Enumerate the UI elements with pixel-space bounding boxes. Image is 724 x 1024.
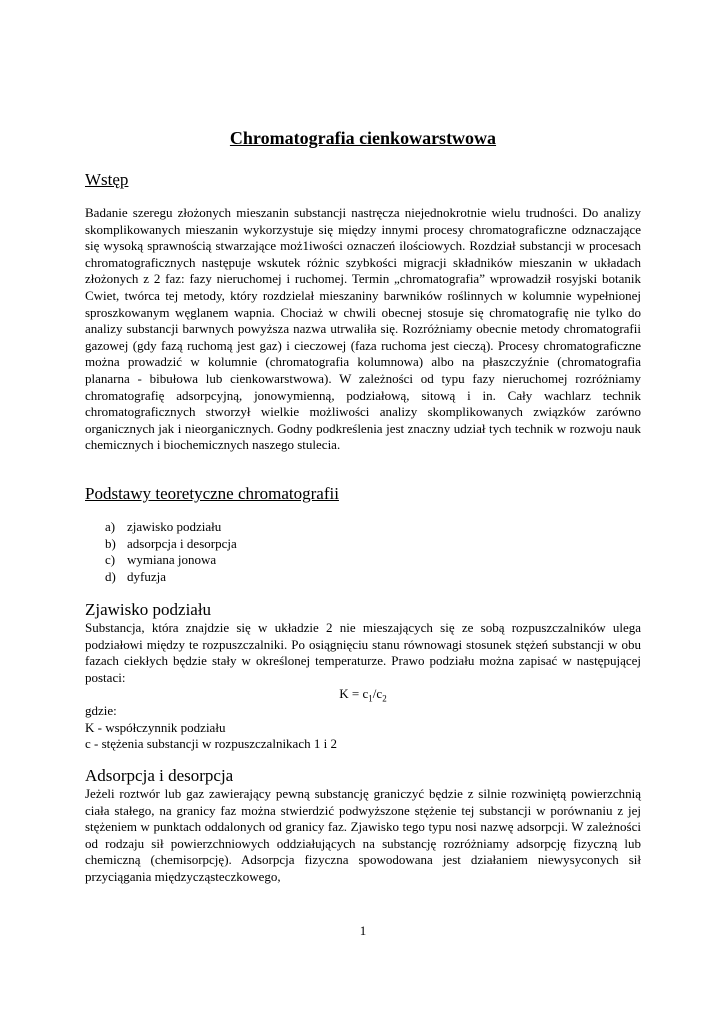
page-number: 1 — [359, 923, 367, 938]
list-item — [105, 519, 237, 536]
formula-sub-2: 2 — [382, 693, 387, 704]
list-item-label: zjawisko podziału — [127, 519, 222, 534]
list-marker: a) — [105, 519, 116, 534]
section-heading-adsorption: Adsorpcja i desorpcja — [85, 766, 234, 785]
formula-slash: /c — [372, 686, 383, 701]
definition-k: K - współczynnik podziału — [85, 719, 226, 735]
theory-list — [105, 519, 237, 585]
formula-definitions — [85, 703, 337, 753]
adsorption-paragraph: Jeżeli roztwór lub gaz zawierający pewną substancję graniczyć będzie z silnie rozwiniętą powierzchnią ciała stałego, na granicy faz można stwierdzić podwyższone stężenie tej substancji w porównaniu z jej stężeniem w punktach oddalonych od granicy faz. Zjawisko tego typu nosi nazwę adsorpcji. W zależności od rodzaju sił powierzchniowych oddziałujących na substancję rozróżniamy adsorpcję fizyczną lub chemiczną (chemisorpcję). Adsorpcja fizyczna spowodowana jest działaniem niewysyconych sił przyciągania międzycząsteczkowego, — [85, 786, 641, 884]
list-marker: b) — [105, 535, 116, 551]
partition-paragraph: Substancja, która znajdzie się w układzie 2 nie mieszających się ze sobą rozpuszczalników ulega podziałowi między te rozpuszczalniki. Po osiągnięciu stanu równowagi stosunek stężeń substancji w obu fazach ciekłych będzie stały w określonej temperaturze. Prawo podziału można zapisać w następującej postaci: — [85, 620, 641, 685]
list-item-label: dyfuzja — [127, 568, 166, 584]
list-item — [105, 552, 237, 569]
section-heading-theory: Podstawy teoretyczne chromatografii — [85, 484, 339, 503]
list-item-label: wymiana jonowa — [127, 552, 217, 568]
formula-sub-1: 1 — [368, 693, 373, 704]
formula-lhs: K = c — [339, 686, 369, 701]
list-item — [105, 536, 237, 553]
section-heading-intro: Wstęp — [85, 170, 129, 189]
intro-paragraph: Badanie szeregu złożonych mieszanin substancji nastręcza niejednokrotnie wielu trudności. Do analizy skomplikowanych mieszanin wykorzystuje się między innymi procesy chromatograficzne odznaczające się wysoką sprawnością stwarzające moż1iwości oznaczeń ilościowych. Rozdział substancji w procesach chromatograficznych następuje wskutek różnic szybkości migracji składników mieszanin w układach złożonych z 2 faz: fazy nieruchomej i ruchomej. Termin „chromatografia” wprowadził rosyjski botanik Cwiet, twórca tej metody, który rozdzielał mieszaniny barwników roślinnych w kolumnie wypełnionej sproszkowanym węglanem wapnia. Chociaż w chwili obecnej stosuje się chromatografię nie tylko do analizy substancji barwnych powyższa nazwa utrwaliła się. Rozróżniamy obecnie metody chromatografii gazowej (gdy fazą ruchomą jest gaz) i cieczowej (faza ruchoma jest cieczą). Procesy chromatograficzne można prowadzić w kolumnie (chromatografia kolumnowa) albo na płaszczyźnie (chromatografia planarna - bibułowa lub cienkowarstwowa). W zależności od typu fazy nieruchomej rozróżniamy chromatografię adsorpcyjną, jonowymienną, podziałową, sitową i in. Cały wachlarz technik chromatograficznych stworzył wielkie możliwości analizy skomplikowanych związków zarówno organicznych jak i nieorganicznych. Godny podkreślenia jest znaczny udział tych technik w rozwoju nauk chemicznych i biochemicznych naszego stulecia. — [85, 205, 641, 453]
document-title: Chromatografia cienkowarstwowa — [229, 128, 497, 148]
list-item — [105, 569, 237, 586]
document-page — [85, 0, 641, 1024]
list-marker: d) — [105, 568, 116, 584]
section-heading-partition: Zjawisko podziału — [85, 600, 212, 619]
definition-c: c - stężenia substancji w rozpuszczalnikach 1 i 2 — [85, 736, 337, 752]
list-marker: c) — [105, 552, 116, 568]
definitions-intro: gdzie: — [85, 703, 117, 718]
list-item-label: adsorpcja i desorpcja — [127, 535, 237, 551]
